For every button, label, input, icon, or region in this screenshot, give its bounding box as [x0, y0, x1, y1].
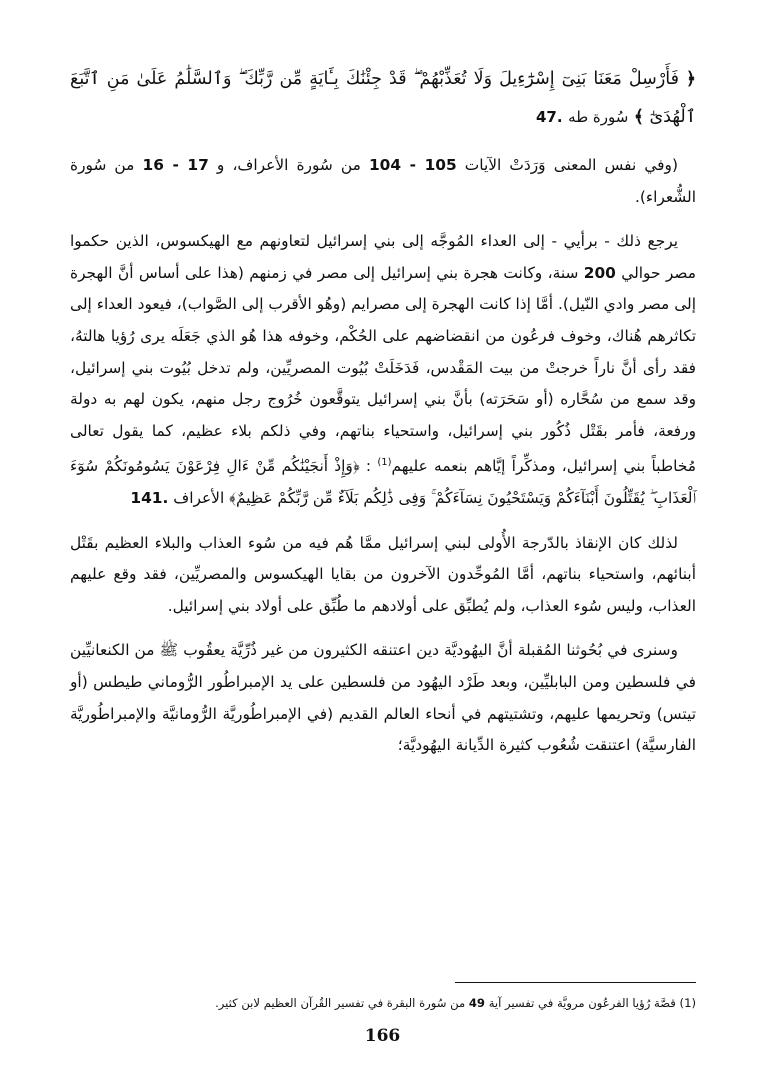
footnote-divider	[455, 982, 696, 983]
verse-reference-label: سُورة طه	[568, 108, 629, 126]
verse-reference-number: 47.	[536, 108, 563, 126]
note-verse-range-2: 16 - 17	[142, 156, 209, 174]
paragraph-1	[70, 226, 696, 514]
footnote	[70, 994, 696, 1012]
note-verse-range-1: 104 - 105	[368, 156, 457, 174]
note-text-3: من سُورة الشُّعراء).	[70, 156, 696, 206]
paragraph-1-years: 200	[583, 263, 616, 282]
verse-open-bracket: ﴿	[686, 69, 696, 89]
footnote-verse-number: 49	[468, 996, 485, 1010]
note-paragraph	[70, 150, 696, 213]
verse-close-bracket: ﴾	[633, 107, 644, 127]
note-text-2: من سُورة الأعراف، و	[216, 156, 361, 174]
paragraph-1-text-1: يرجع ذلك - برأيي - إلى العداء المُوجَّه إلى بني إسرائيل لتعاونهم مع الهيكسوس، الذين حكموا مصر حوالي	[70, 232, 696, 282]
note-text-1: (وفي نفس المعنى وَرَدَتْ الآيات	[464, 156, 678, 174]
paragraph-2: لذلك كان الإنقاذ بالدّرجة الأُولى لبني إسرائيل ممَّا هُم فيه من سُوء العذاب والبلاء العظيم بقَتْل أبنائهم، واستحياء بناتهم، أمَّا المُوحِّدون الآخرون من بقايا الهيكسوس والمصريِّين، فقد وقع عليهم العذاب، وليس سُوء العذاب، ولم يُطبِّق على أولادهم ما طُبِّق على أولاد بني إسرائيل.	[70, 533, 696, 615]
paragraph-3: وسنرى في بُحُوثنا المُقبلة أنَّ اليهُوديَّة دين اعتنقه الكثيرون من غير ذُرِّيَّة يعقُوب ﷺ من الكنعانيِّين في فلسطين ومن البابليِّين، وبعد طَرْد اليهُود من فلسطين على يد الإمبراطُور الرُّوماني طيطس (أو تيتس) وتحريمها عليهم، وتشتيتهم في أنحاء العالم القديم (في الإمبراطُوريَّة الرُّومانيَّة والإمبراطُوريَّة الفارسيَّة) اعتنقت شُعُوب كثيرة الدِّيانة اليهُوديَّة؛	[70, 641, 696, 755]
page-body	[70, 60, 696, 762]
verse-text: فَأَرْسِلْ مَعَنَا بَنِىٓ إِسْرَٰٓءِيلَ وَلَا تُعَذِّبْهُمْ ۖ قَدْ جِئْنَٰكَ بِـَٔايَةٍ مِّن رَّبِّكَ ۖ وَٱلسَّلَٰمُ عَلَىٰ مَنِ ٱتَّبَعَ ٱلْهُدَىٰٓ	[70, 69, 696, 127]
paragraph-1-verse-ref-label: الأعراف	[173, 489, 225, 508]
paragraph-1-verse: : ﴿وَإِذْ أَنجَيْنَٰكُم مِّنْ ءَالِ فِرْعَوْنَ يَسُومُونَكُمْ سُوٓءَ ٱلْعَذَابِ ۖ يُقَتِّلُونَ أَبْنَآءَكُمْ وَيَسْتَحْيُونَ نِسَآءَكُمْ ۚ وَفِى ذَٰلِكُم بَلَآءٌ مِّن رَّبِّكُمْ عَظِيمٌ﴾	[70, 457, 696, 508]
footnote-marker: (1)	[377, 457, 392, 469]
footnote-text-1: قصَّة رُؤيا الفرعُون مرويَّة في تفسير آية	[488, 996, 676, 1010]
footnote-marker-label: (1)	[679, 996, 696, 1010]
paragraph-1-verse-ref-number: 141.	[130, 489, 169, 508]
page-number: 166	[364, 1026, 401, 1046]
paragraph-1-text-2: سنة، وكانت هجرة بني إسرائيل إلى مصر في زمنهم (هذا على أساس أنَّ الهجرة إلى مصر وادي النّيل). أمَّا إذا كانت الهجرة إلى مصرايم (وهُو الأقرب إلى الصَّواب)، فيعود العداء إلى تكاثرهم هُناك، وخوف فرعُون من انقضاضهم على الحُكْم، وخوفه هذا هُو الذي جَعَلَه يرى رُؤيا هالتهُ، فقد رأى أنَّ ناراً خرجتْ من بيت المَقْدس، فَدَخَلَتْ بُيُوت المصريِّين، ولم تدخل بُيُوت بني إسرائيل، وقد سمع من سُحَّاره (أو سَحَرَته) بأنَّ بني إسرائيل يتوقَّعون خُرُوج رجل منهم، يكون لهم به دولة ورفعة، فأمر بقَتْل ذُكُور بني إسرائيل، واستحياء بناتهم، وفي ذلكم بلاء عظيم، كما يقول تعالى مُخاطباً بني إسرائيل، ومذكِّراً إيَّاهم بنعمه عليهم	[70, 263, 696, 476]
opening-verse	[70, 60, 696, 136]
footnote-text-2: من سُورة البقرة في تفسير القُرآن العظيم لابن كثير.	[215, 996, 466, 1010]
